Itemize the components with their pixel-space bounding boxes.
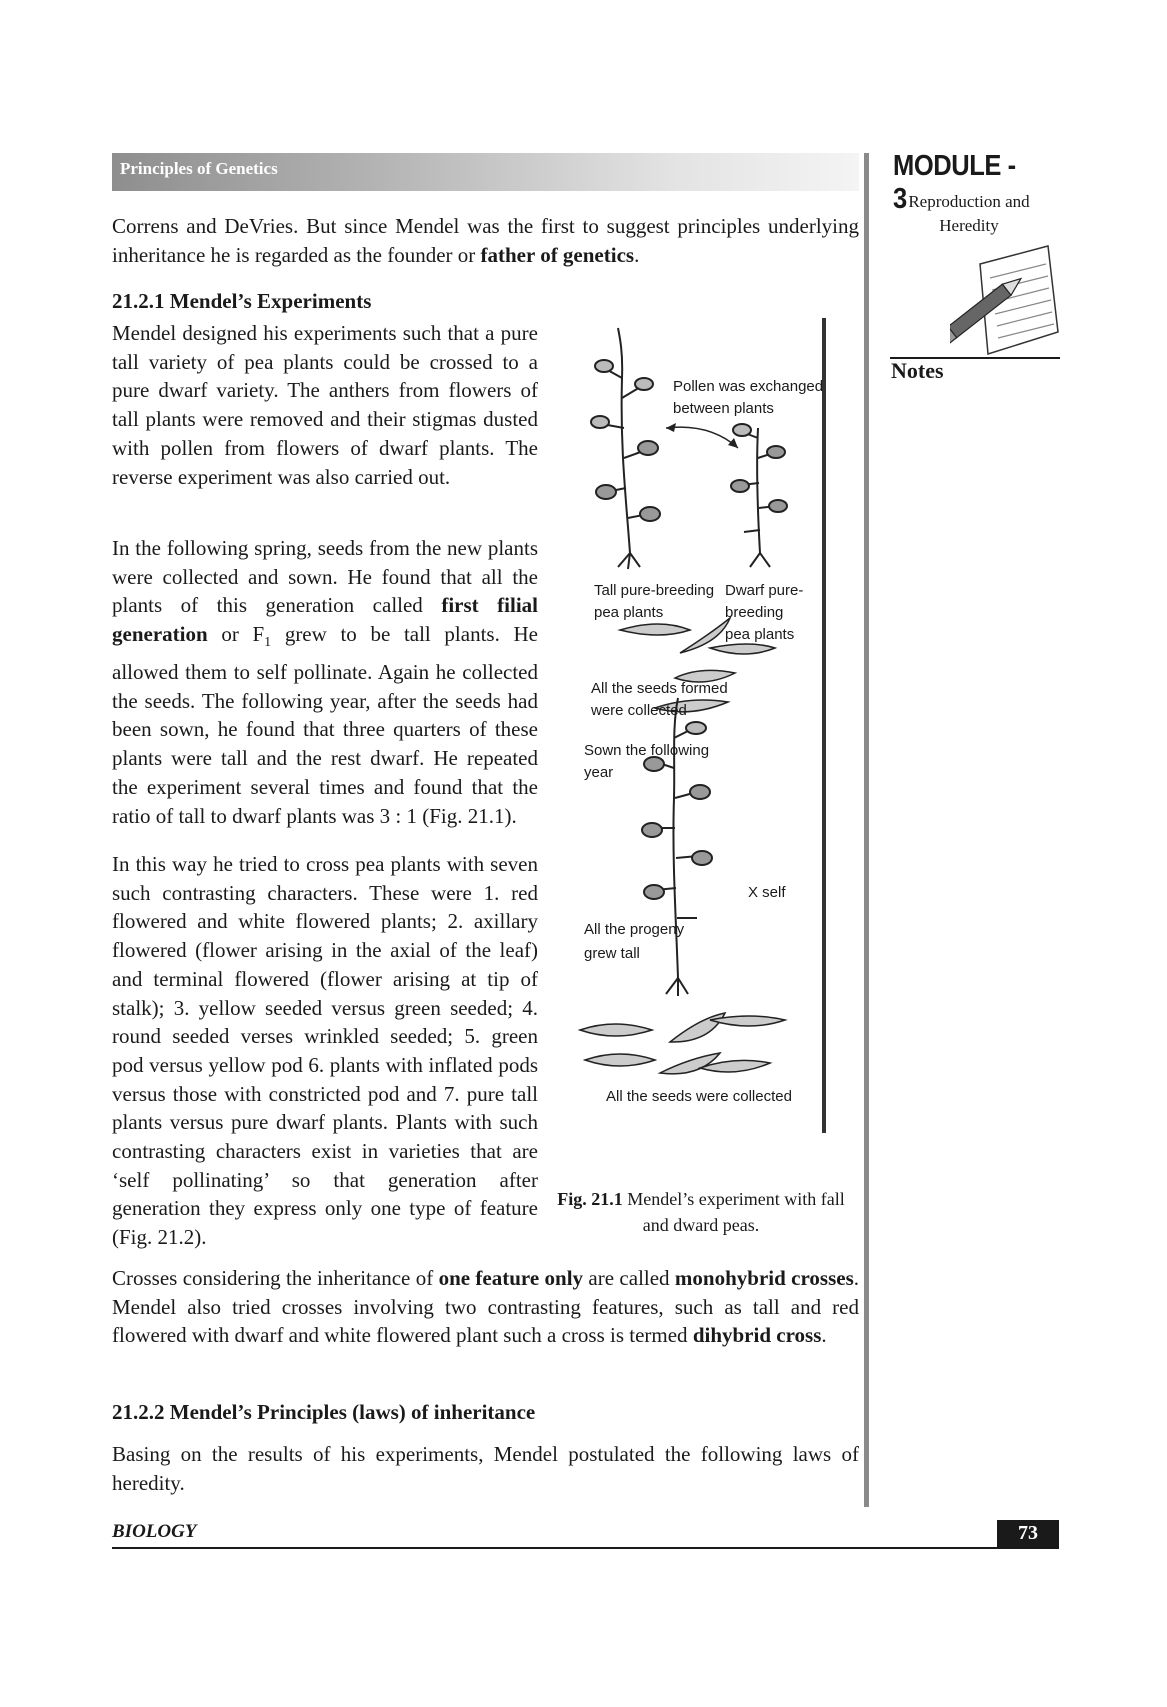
label-sown-line1: Sown the following: [584, 742, 710, 759]
p2-subscript: 1: [264, 635, 272, 651]
label-dwarf-line1: Dwarf pure-breeding: [725, 582, 804, 621]
label-dwarf-plants: [725, 580, 850, 646]
figure-caption: [556, 1186, 846, 1238]
label-seeds-line1: All the seeds formed: [591, 680, 728, 697]
p4-bold-2: monohybrid crosses: [674, 1266, 854, 1290]
p2-text-a: In the following spring, seeds from the new plants were collected and sown. He found that all the plants of this generation called: [112, 536, 538, 618]
chapter-header-bar: [112, 153, 859, 191]
p4-text-d: .: [821, 1323, 827, 1348]
experiments-paragraph-4: [112, 1264, 859, 1350]
label-self: X self: [748, 884, 786, 901]
label-seeds-formed: [591, 678, 728, 722]
p4-bold-1: one feature only: [438, 1266, 584, 1290]
section-heading-principles: 21.2.2 Mendel’s Principles (laws) of inheritance: [112, 1400, 536, 1424]
p4-text-a: Crosses considering the inheritance of: [112, 1266, 439, 1290]
experiments-paragraph-2: [112, 534, 538, 830]
footer-rule: [112, 1547, 1059, 1549]
label-all-seeds: All the seeds were collected: [606, 1088, 792, 1105]
module-subtitle-line2: Heredity: [939, 216, 999, 235]
module-subtitle-line1: Reproduction and: [908, 192, 1030, 211]
dwarf-plant-drawing: [731, 424, 787, 567]
label-tall-line2: pea plants: [594, 604, 664, 621]
second-seed-pods: [580, 1013, 785, 1074]
p2-text-b: or F: [207, 622, 265, 647]
label-sown: [584, 740, 709, 784]
intro-end: .: [634, 242, 640, 267]
page-number: 73: [997, 1520, 1059, 1549]
label-progeny-line2: grew tall: [584, 945, 640, 962]
experiments-paragraph-3: In this way he tried to cross pea plants with seven such contrasting characters. These were 1. red flowered and white flowered plants; 2. axillary flowered (flower arising in the axial of the leaf) and terminal flowered (flower arising at tip of stalk); 3. yellow seeded versus green seeded; 4. round seeded verses wrinkled seeded; 5. green pod versus yellow pod 6. plants with inflated pods versus those with constricted pod and 7. pure tall plants versus pure dwarf plants. Plants with such contrasting characters exist in varieties that are ‘self pollinating’ so that generation after generation they express only one type of feature (Fig. 21.2).: [112, 852, 538, 1250]
footer-subject: BIOLOGY: [112, 1521, 197, 1542]
sidebar-divider: [864, 153, 869, 1507]
label-tall-line1: Tall pure-breeding: [594, 582, 715, 599]
chapter-title: Principles of Genetics: [120, 159, 278, 178]
label-pollen-line1: Pollen was exchanged: [673, 378, 824, 395]
notes-pencil-icon: [950, 244, 1060, 361]
label-sown-line2: year: [584, 764, 614, 781]
label-pollen-line2: between plants: [673, 400, 774, 417]
label-progeny-line1: All the progeny: [584, 921, 685, 938]
p2-bold: first filial generation: [112, 593, 538, 647]
label-seeds-line2: were collected: [591, 702, 687, 719]
label-dwarf-line2: pea plants: [725, 626, 795, 643]
figure-caption-number: Fig. 21.1: [557, 1189, 623, 1209]
p4-bold-3: dihybrid cross: [692, 1323, 822, 1348]
p4-text-b: are called: [583, 1266, 675, 1290]
intro-text: Correns and DeVries. But since Mendel was the first to suggest principles underlying inheritance he is regarded as the founder or: [112, 214, 859, 267]
section-heading-experiments: 21.2.1 Mendel’s Experiments: [112, 289, 372, 313]
exchange-arrow: [666, 427, 738, 448]
p4-text-c: . Mendel also tried crosses involving two contrasting features, such as tall and red flowered with dwarf and white flowered plant such a cross is termed: [112, 1266, 859, 1348]
intro-bold: father of genetics: [480, 242, 635, 267]
principles-paragraph: Basing on the results of his experiments, Mendel postulated the following laws of heredity.: [112, 1442, 859, 1495]
label-pollen: [673, 376, 823, 420]
figure-mendel-experiment: [560, 318, 850, 1138]
experiments-paragraph-1: Mendel designed his experiments such that a pure tall variety of pea plants could be crossed to a pure dwarf variety. The anthers from flowers of tall plants were removed and their stigmas dusted with pollen from flowers of dwarf plants. The reverse experiment was also carried out.: [112, 321, 538, 489]
figure-caption-text: Mendel’s experiment with fall and dward peas.: [622, 1189, 845, 1235]
notes-label: Notes: [891, 358, 944, 383]
module-subtitle: [893, 190, 1045, 238]
module-title: MODULE - 3: [893, 150, 1016, 215]
tall-plant-drawing: [591, 328, 660, 569]
p2-text-c: grew to be tall plants. He allowed them to self pollinate. Again he collected the seeds. The following year, after the seeds had been sown, he found that three quarters of these plants were tall and the rest dwarf. He repeated the experiment several times and found that the ratio of tall to dwarf plants was 3 : 1 (Fig. 21.1).: [112, 622, 538, 828]
figure-illustration: [560, 318, 850, 1138]
label-progeny: [584, 918, 684, 966]
label-tall-plants: [594, 580, 714, 624]
intro-paragraph: [112, 212, 859, 269]
